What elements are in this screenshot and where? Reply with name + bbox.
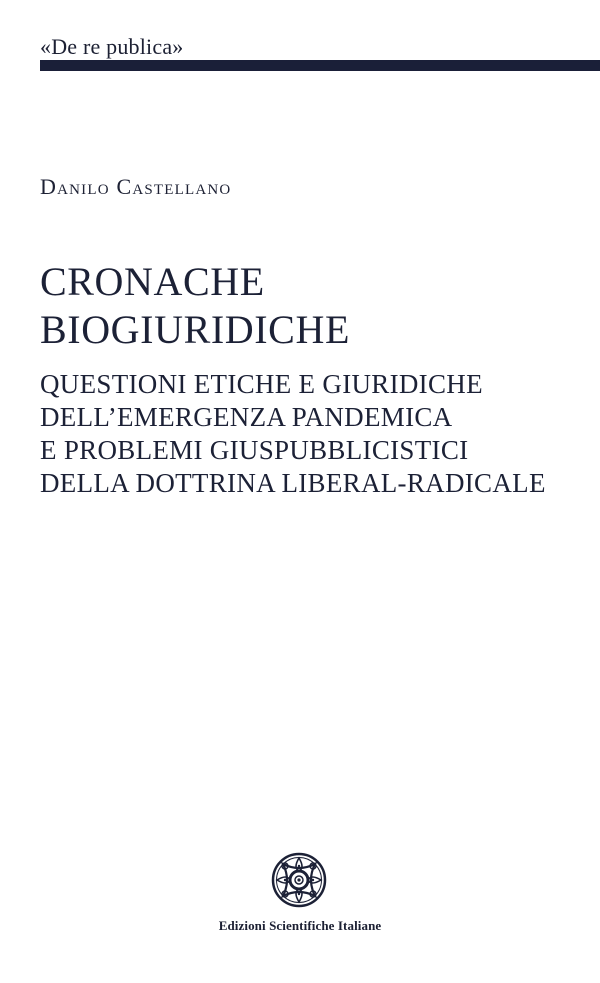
publisher-name: Edizioni Scientifiche Italiane [218,918,382,933]
subtitle-line: E PROBLEMI GIUSPUBBLICISTICI [40,435,469,465]
series-rule [40,60,600,71]
series-title: «De re publica» [40,34,184,59]
title-line: CRONACHE [40,259,265,304]
book-title [40,258,350,354]
author-name: Danilo Castellano [40,174,232,199]
subtitle-line: DELLA DOTTRINA LIBERAL-RADICALE [40,468,546,498]
ornamental-knot-logo-icon [271,852,327,908]
book-subtitle [40,368,546,500]
subtitle-line: QUESTIONI ETICHE E GIURIDICHE [40,369,483,399]
title-line: BIOGIURIDICHE [40,307,350,352]
subtitle-line: DELL’EMERGENZA PANDEMICA [40,402,453,432]
